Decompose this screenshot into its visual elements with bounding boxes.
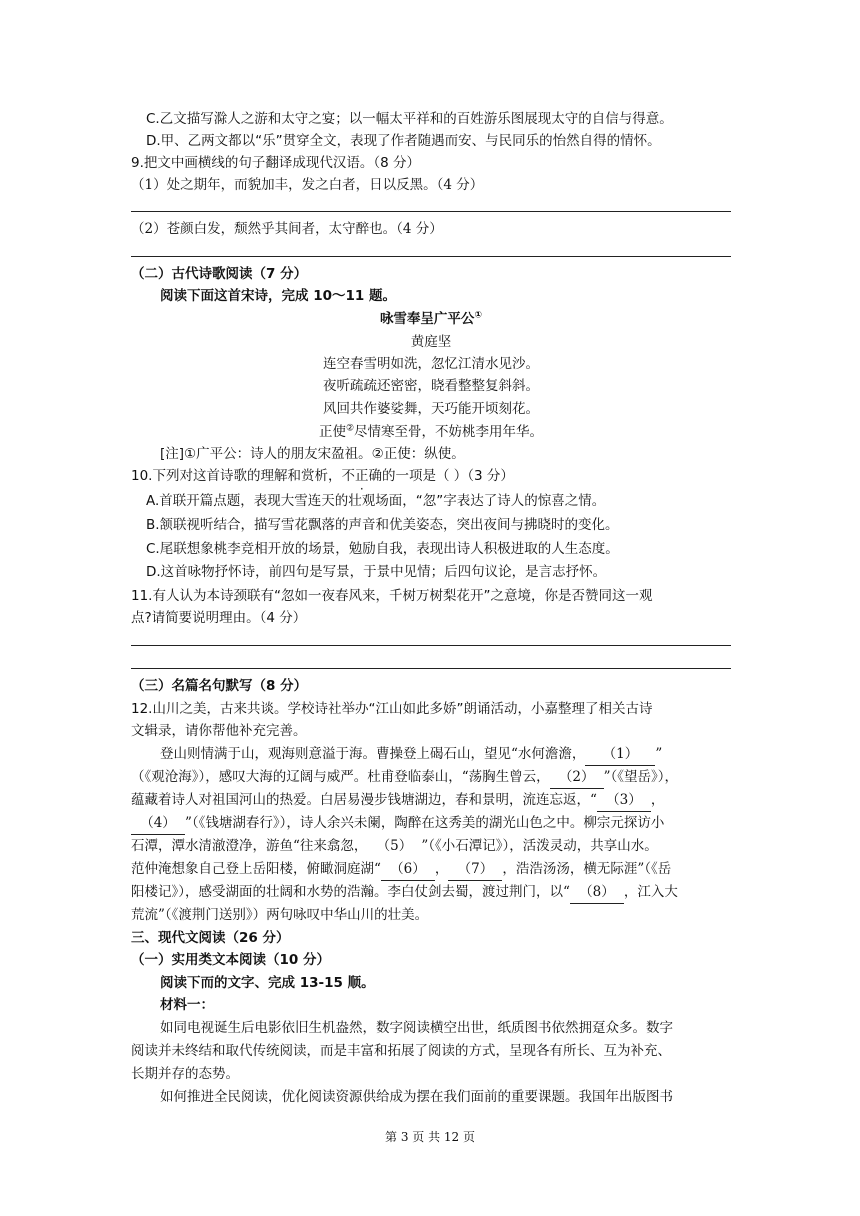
recitation-line: （《观沧海》），感叹大海的辽阔与威严。杜甫登临泰山，“荡胸生曾云， （2） ”（《望岳》）， bbox=[131, 766, 731, 789]
poetry-instruction: 阅读下面这首宋诗，完成 10～11 题。 bbox=[160, 288, 396, 304]
recitation-line: 荒流”（《渡荆门送别》）两句咏叹中华山川的壮美。 bbox=[131, 907, 429, 923]
answer-line bbox=[131, 668, 731, 669]
answer-line bbox=[131, 645, 731, 646]
poem-line: 连空春雪明如洗，忽忆江清水见沙。 bbox=[323, 356, 539, 372]
q10-option-c: C.尾联想象桃李竞相开放的场景，勉励自我，表现出诗人积极进取的人生态度。 bbox=[146, 541, 619, 557]
option-d: D.甲、乙两文都以“乐”贯穿全文，表现了作者随遇而安、与民同乐的怡然自得的情怀。 bbox=[146, 133, 661, 149]
blank-1[interactable]: （1） bbox=[585, 743, 655, 766]
blank-3[interactable]: （3） bbox=[597, 789, 651, 812]
blank-8[interactable]: （8） bbox=[570, 881, 624, 904]
material-line: 阅读并未终结和取代传统阅读，而是丰富和拓展了阅读的方式，呈现各有所长、互为补充、 bbox=[131, 1043, 671, 1059]
recitation-line: 阳楼记》），感受湖面的壮阔和水势的浩瀚。李白仗剑去蜀，渡过荆门，以“ （8） ，江入大 bbox=[131, 881, 731, 904]
q11-line-1: 11.有人认为本诗颈联有“忽如一夜春风来，千树万树梨花开”之意境，你是否赞同这一观 bbox=[131, 588, 653, 604]
option-c: C.乙文描写滁人之游和太守之宴；以一幅太平祥和的百姓游乐图展现太守的自信与得意。 bbox=[146, 111, 673, 127]
material-line: 如同电视诞生后电影依旧生机盎然，数字阅读横空出世，纸质图书依然拥趸众多。数字 bbox=[160, 1020, 673, 1036]
material-line: 长期并存的态势。 bbox=[131, 1066, 239, 1082]
blank-2[interactable]: （2） bbox=[550, 766, 604, 789]
recitation-line: 登山则情满于山，观海则意溢于海。曹操登上碣石山，望见“水何澹澹， （1） ” bbox=[160, 743, 760, 766]
recitation-line: 石潭，潭水清澈澄净，游鱼“往来翕忽， （5） ”（《小石潭记》），活泼灵动，共享山水。 bbox=[131, 835, 731, 857]
q12-line-2: 文辑录，请你帮他补充完善。 bbox=[131, 723, 307, 739]
q9-title: 9.把文中画横线的句子翻译成现代汉语。（8 分） bbox=[131, 155, 421, 171]
blank-5[interactable]: （5） bbox=[376, 838, 413, 854]
poem-title: 咏雪奉呈广平公① bbox=[379, 310, 483, 327]
recitation-line: 蕴藏着诗人对祖国河山的热爱。白居易漫步钱塘湖边，春和景明，流连忘返，“ （3） ， bbox=[131, 789, 731, 812]
blank-7[interactable]: （7） bbox=[448, 858, 502, 881]
q10-stem: 10.下列对这首诗歌的理解和赏析，不正确的一项是（ ）（3 分） bbox=[131, 468, 514, 484]
modern-instruction: 阅读下而的文字、完成 13-15 顺。 bbox=[160, 975, 375, 991]
q9-sentence-2: （2）苍颜白发，颓然乎其间者，太守醉也。（4 分） bbox=[131, 221, 443, 237]
q10-option-a: A.首联开篇点题，表现大雪连天的壮观场面，“忽”字表达了诗人的惊喜之情。 bbox=[146, 493, 606, 509]
blank-6[interactable]: （6） bbox=[381, 858, 435, 881]
q11-line-2: 点?请简要说明理由。（4 分） bbox=[131, 610, 307, 626]
modern-heading: 三、现代文阅读（26 分） bbox=[131, 930, 290, 946]
poem-line: 夜听疏疏还密密，晓看整整复斜斜。 bbox=[323, 378, 539, 394]
poem-notes: [注]①广平公：诗人的朋友宋盈祖。②正使：纵使。 bbox=[160, 446, 465, 462]
page-footer: 第 3 页 共 12 页 bbox=[385, 1130, 475, 1144]
q10-option-b: B.颔联视听结合，描写雪花飘落的声音和优美姿态，突出夜间与拂晓时的变化。 bbox=[146, 517, 619, 533]
recitation-line: 范仲淹想象自己登上岳阳楼，俯瞰洞庭湖“ （6） ， （7） ，浩浩汤汤，横无际涯”（《岳 bbox=[131, 858, 731, 881]
poem-line: 正使②尽情寒至骨，不妨桃李用年华。 bbox=[318, 423, 544, 440]
modern-subheading: （一）实用类文本阅读（10 分） bbox=[131, 952, 330, 968]
q12-line-1: 12.山川之美，古来共谈。学校诗社举办“江山如此多娇”朗诵活动，小嘉整理了相关古诗 bbox=[131, 701, 653, 717]
material-line: 如何推进全民阅读，优化阅读资源供给成为摆在我们面前的重要课题。我国年出版图书 bbox=[160, 1089, 673, 1105]
recitation-line: （4） ”（《钱塘湖春行》），诗人余兴未阑，陶醉在这秀美的湖光山色之中。柳宗元探访小 bbox=[131, 812, 731, 835]
blank-4[interactable]: （4） bbox=[131, 812, 185, 835]
material-label: 材料一： bbox=[160, 997, 214, 1013]
answer-line bbox=[131, 211, 731, 212]
poem-line: 风回共作婆娑舞，天巧能开顷刻花。 bbox=[323, 401, 539, 417]
poem-author: 黄庭坚 bbox=[410, 334, 452, 350]
q10-option-d: D.这首咏物抒怀诗，前四句是写景，于景中见情；后四句议论，是言志抒怀。 bbox=[146, 564, 607, 580]
poetry-section-title: （二）古代诗歌阅读（7 分） bbox=[131, 266, 308, 282]
section3-title: （三）名篇名句默写（8 分） bbox=[131, 678, 308, 694]
q9-sentence-1: （1）处之期年，而貌加丰，发之白者，日以反黑。（4 分） bbox=[131, 177, 484, 193]
answer-line bbox=[131, 256, 731, 257]
